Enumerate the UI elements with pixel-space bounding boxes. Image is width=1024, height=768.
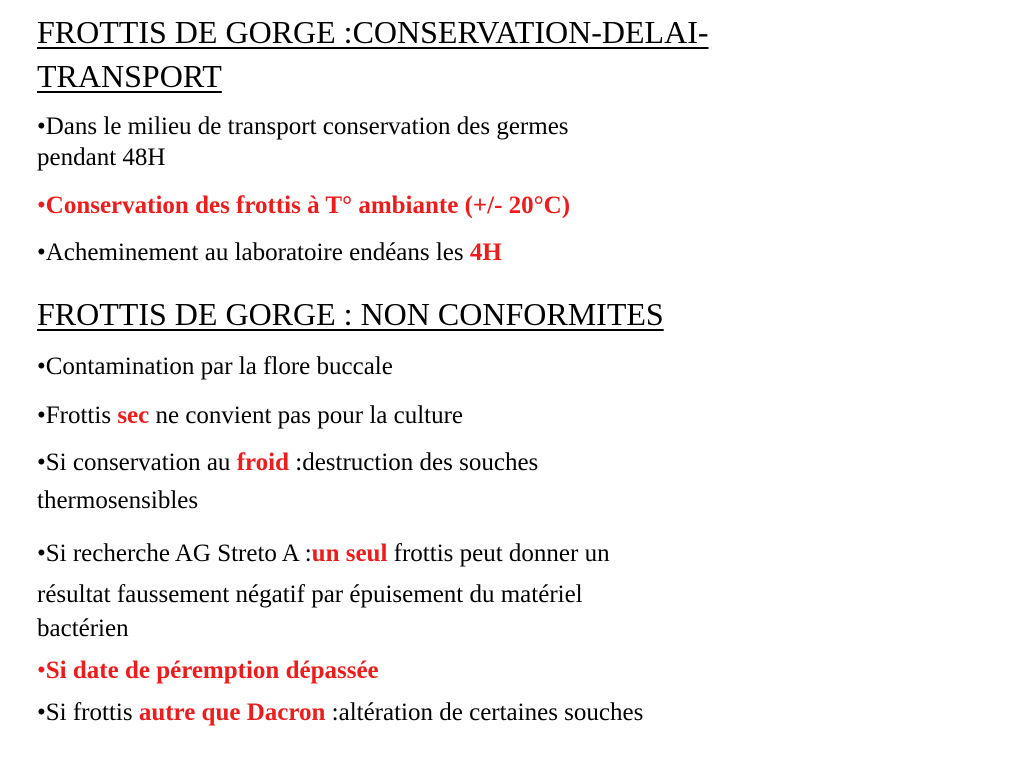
bullet-marker: • xyxy=(37,192,46,219)
section2-bullet-3-before: •Si conservation au xyxy=(37,449,237,476)
section2-bullet-1: •Contamination par la flore buccale xyxy=(37,353,393,380)
section2-bullet-2 xyxy=(37,401,463,431)
section1-title-line1: FROTTIS DE GORGE :CONSERVATION-DELAI- xyxy=(37,14,709,50)
section1-bullet-1-line1: •Dans le milieu de transport conservation des germes xyxy=(37,113,569,140)
section2-bullet-6-highlight: autre que Dacron xyxy=(138,699,326,726)
section2-bullet-2-after: ne convient pas pour la culture xyxy=(149,402,464,429)
section2-bullet-3-highlight: froid xyxy=(236,449,290,476)
section2-bullet-3-after: :destruction des souches xyxy=(289,449,539,476)
section2-title: FROTTIS DE GORGE : NON CONFORMITES xyxy=(37,296,664,332)
section2-bullet-6-after: :altération de certaines souches xyxy=(325,699,644,726)
section1-bullet-1-line2: pendant 48H xyxy=(37,144,166,171)
section2-bullet-4-after: frottis peut donner un xyxy=(387,540,610,567)
section2-bullet-5 xyxy=(37,656,379,686)
section2-bullet-6-before: •Si frottis xyxy=(37,699,139,726)
section2-bullet-4-before: •Si recherche AG Streto A : xyxy=(37,540,312,567)
section1-bullet-3-highlight: 4H xyxy=(469,239,502,266)
bullet-marker: • xyxy=(37,657,46,684)
section1-bullet-3 xyxy=(37,238,502,268)
section1-title-line2: TRANSPORT xyxy=(37,58,222,94)
section1-bullet-3-text: •Acheminement au laboratoire endéans les xyxy=(37,239,470,266)
section2-bullet-6 xyxy=(37,698,643,728)
section2-bullet-4-line3: bactérien xyxy=(37,615,129,642)
section2-bullet-2-highlight: sec xyxy=(117,402,150,429)
section2-bullet-3-line2: thermosensibles xyxy=(37,487,199,514)
section2-bullet-4-highlight: un seul xyxy=(311,540,388,567)
section2-bullet-3-line1 xyxy=(37,448,538,478)
section2-bullet-4-line1 xyxy=(37,539,610,569)
section1-bullet-2 xyxy=(37,191,570,221)
section2-bullet-4-line2: résultat faussement négatif par épuisement du matériel xyxy=(37,581,583,608)
section1-bullet-2-highlight: Conservation des frottis à T° ambiante (+/- 20°C) xyxy=(45,192,571,219)
section2-bullet-2-before: •Frottis xyxy=(37,402,118,429)
section2-bullet-5-highlight: Si date de péremption dépassée xyxy=(45,657,379,684)
